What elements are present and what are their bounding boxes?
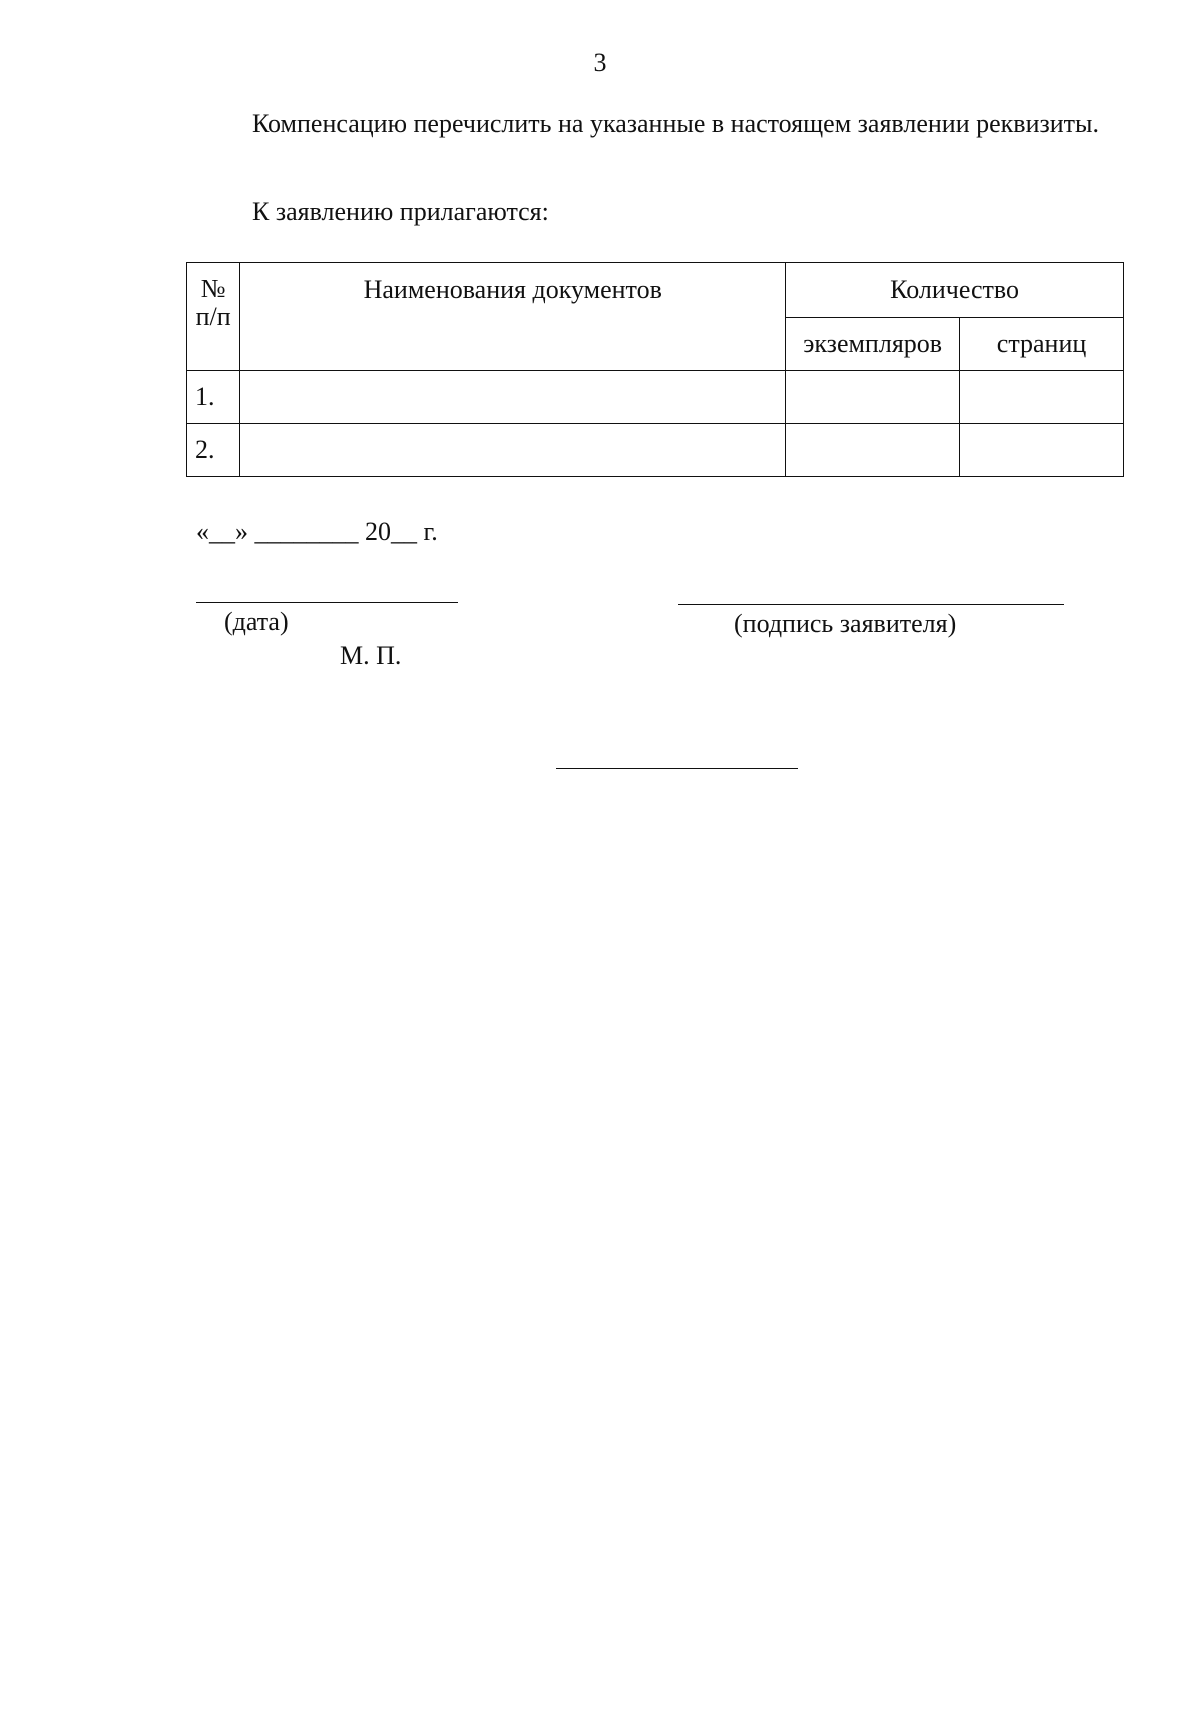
row-number: 1. [187,371,240,424]
date-fill-line: «__» ________ 20__ г. [196,517,438,546]
attachments-table [186,262,1124,477]
stamp-label: М. П. [340,641,402,670]
row-pages [960,424,1124,477]
header-pages: страниц [960,318,1124,371]
row-copies [786,424,960,477]
compensation-paragraph: Компенсацию перечислить на указанные в настоящем заявлении реквизиты. [252,109,1099,138]
date-label: (дата) [224,607,289,636]
header-copies: экземпляров [786,318,960,371]
table-row [187,371,1124,424]
row-document-name [240,371,786,424]
row-pages [960,371,1124,424]
header-document-name: Наименования документов [240,263,786,371]
row-copies [786,371,960,424]
row-number: 2. [187,424,240,477]
header-quantity: Количество [786,263,1124,318]
signature-label: (подпись заявителя) [734,609,957,638]
attachments-intro: К заявлению прилагаются: [252,197,549,226]
row-document-name [240,424,786,477]
date-signature-line [196,602,458,603]
table-row [187,424,1124,477]
header-number: № п/п [187,263,240,371]
end-divider [556,768,798,769]
table-header-row [187,263,1124,318]
page-number: 3 [593,48,607,77]
applicant-signature-line [678,604,1064,605]
